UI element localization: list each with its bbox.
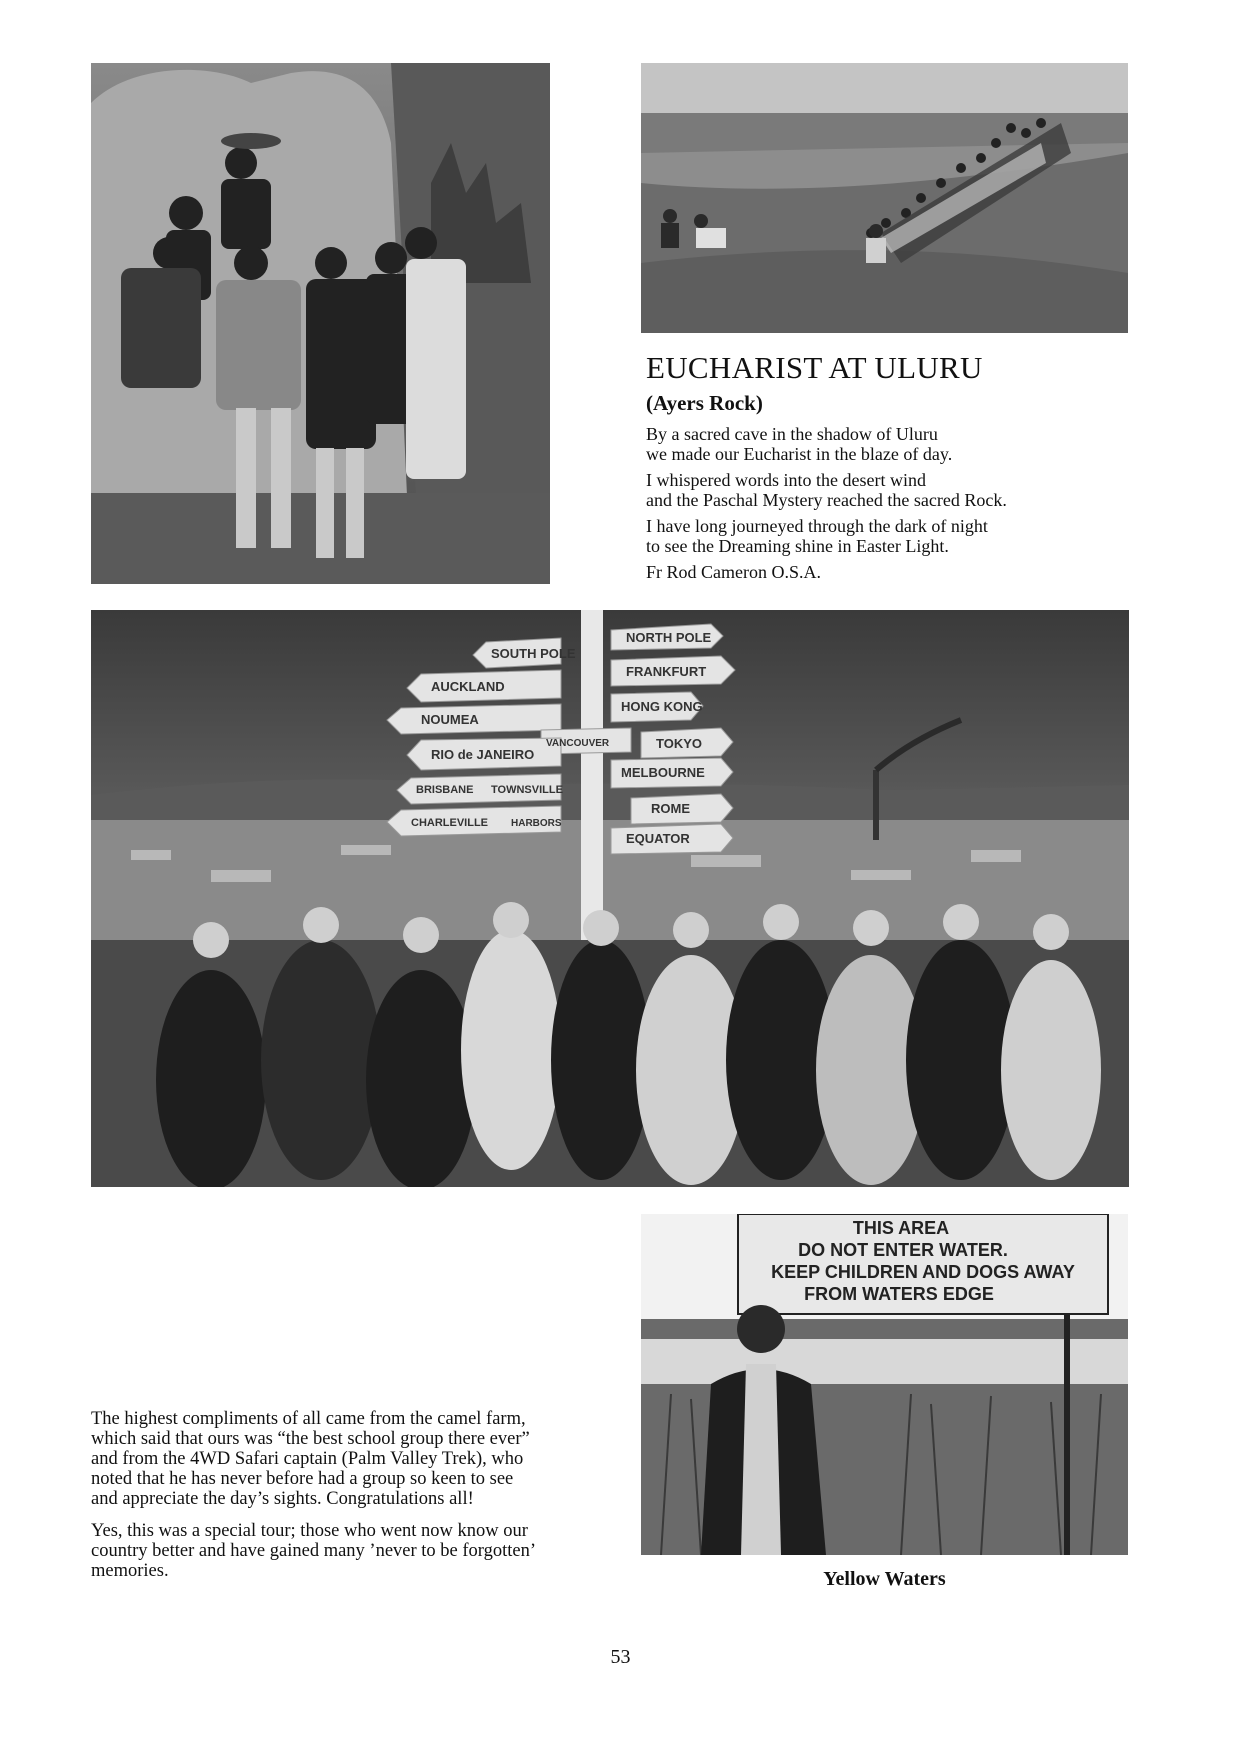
- poem-line: I have long journeyed through the dark of night: [646, 516, 988, 536]
- poem-line: we made our Eucharist in the blaze of day.: [646, 444, 953, 464]
- poem-line: I whispered words into the desert wind: [646, 470, 926, 490]
- body-line: which said that ours was “the best school group there ever”: [91, 1429, 530, 1449]
- body-paragraph: [91, 1521, 611, 1581]
- sign-label: MELBOURNE: [621, 765, 705, 780]
- sign-label: HONG KONG: [621, 699, 703, 714]
- body-line: The highest compliments of all came from the camel farm,: [91, 1409, 526, 1429]
- sign-label: FRANKFURT: [626, 664, 707, 679]
- page-subtitle: (Ayers Rock): [646, 391, 763, 415]
- poem-author: Fr Rod Cameron O.S.A.: [646, 562, 821, 582]
- sign-label: HARBORS: [511, 818, 562, 829]
- photo-caption: Yellow Waters: [823, 1568, 946, 1590]
- sign-label: CHARLEVILLE: [411, 817, 488, 829]
- body-text: [91, 1409, 611, 1593]
- yellow-waters-illustration: [641, 1214, 1128, 1555]
- poem-line: to see the Dreaming shine in Easter Light.: [646, 536, 949, 556]
- uluru-slope-illustration: [641, 63, 1128, 333]
- sign-label: TOWNSVILLE: [491, 784, 563, 796]
- body-line: and from the 4WD Safari captain (Palm Valley Trek), who: [91, 1449, 524, 1469]
- signpost-illustration: [91, 610, 1129, 1187]
- sign-label: SOUTH POLE: [491, 646, 576, 661]
- warning-sign-line: THIS AREA: [852, 1218, 950, 1238]
- photo-yellow-waters: [641, 1214, 1128, 1555]
- sign-label: TOKYO: [656, 736, 702, 751]
- sign-label: NORTH POLE: [626, 630, 712, 645]
- poem-line: and the Paschal Mystery reached the sacred Rock.: [646, 490, 1007, 510]
- sign-label: NOUMEA: [421, 712, 479, 727]
- body-line: noted that he has never before had a group so keen to see: [91, 1469, 514, 1489]
- sign-label: BRISBANE: [416, 784, 474, 796]
- sign-label: VANCOUVER: [546, 738, 610, 749]
- sign-label: EQUATOR: [626, 831, 690, 846]
- poem-line: By a sacred cave in the shadow of Uluru: [646, 424, 938, 444]
- sign-label: RIO de JANEIRO: [431, 747, 535, 762]
- body-line: country better and have gained many ’never to be forgotten’: [91, 1541, 537, 1561]
- warning-sign-line: KEEP CHILDREN AND DOGS AWAY: [771, 1262, 1075, 1282]
- photo-uluru-group: [641, 63, 1128, 333]
- body-line: memories.: [91, 1561, 169, 1581]
- photo-signpost-group: [91, 610, 1129, 1187]
- body-line: and appreciate the day’s sights. Congratulations all!: [91, 1489, 474, 1509]
- page-title: EUCHARIST AT ULURU: [646, 350, 983, 385]
- poem-stanza: [646, 470, 1126, 510]
- poem-stanza: [646, 424, 1126, 464]
- body-line: Yes, this was a special tour; those who went now know our: [91, 1521, 528, 1541]
- poem-stanza: [646, 516, 1126, 556]
- warning-sign-line: DO NOT ENTER WATER.: [798, 1240, 1008, 1260]
- body-paragraph: [91, 1409, 611, 1509]
- poem: [646, 424, 1126, 588]
- page-number: 53: [610, 1646, 631, 1668]
- sign-label: AUCKLAND: [431, 679, 505, 694]
- sign-label: ROME: [651, 801, 690, 816]
- termite-mound-illustration: [91, 63, 550, 584]
- photo-termite-mound-group: [91, 63, 550, 584]
- warning-sign-line: FROM WATERS EDGE: [804, 1284, 994, 1304]
